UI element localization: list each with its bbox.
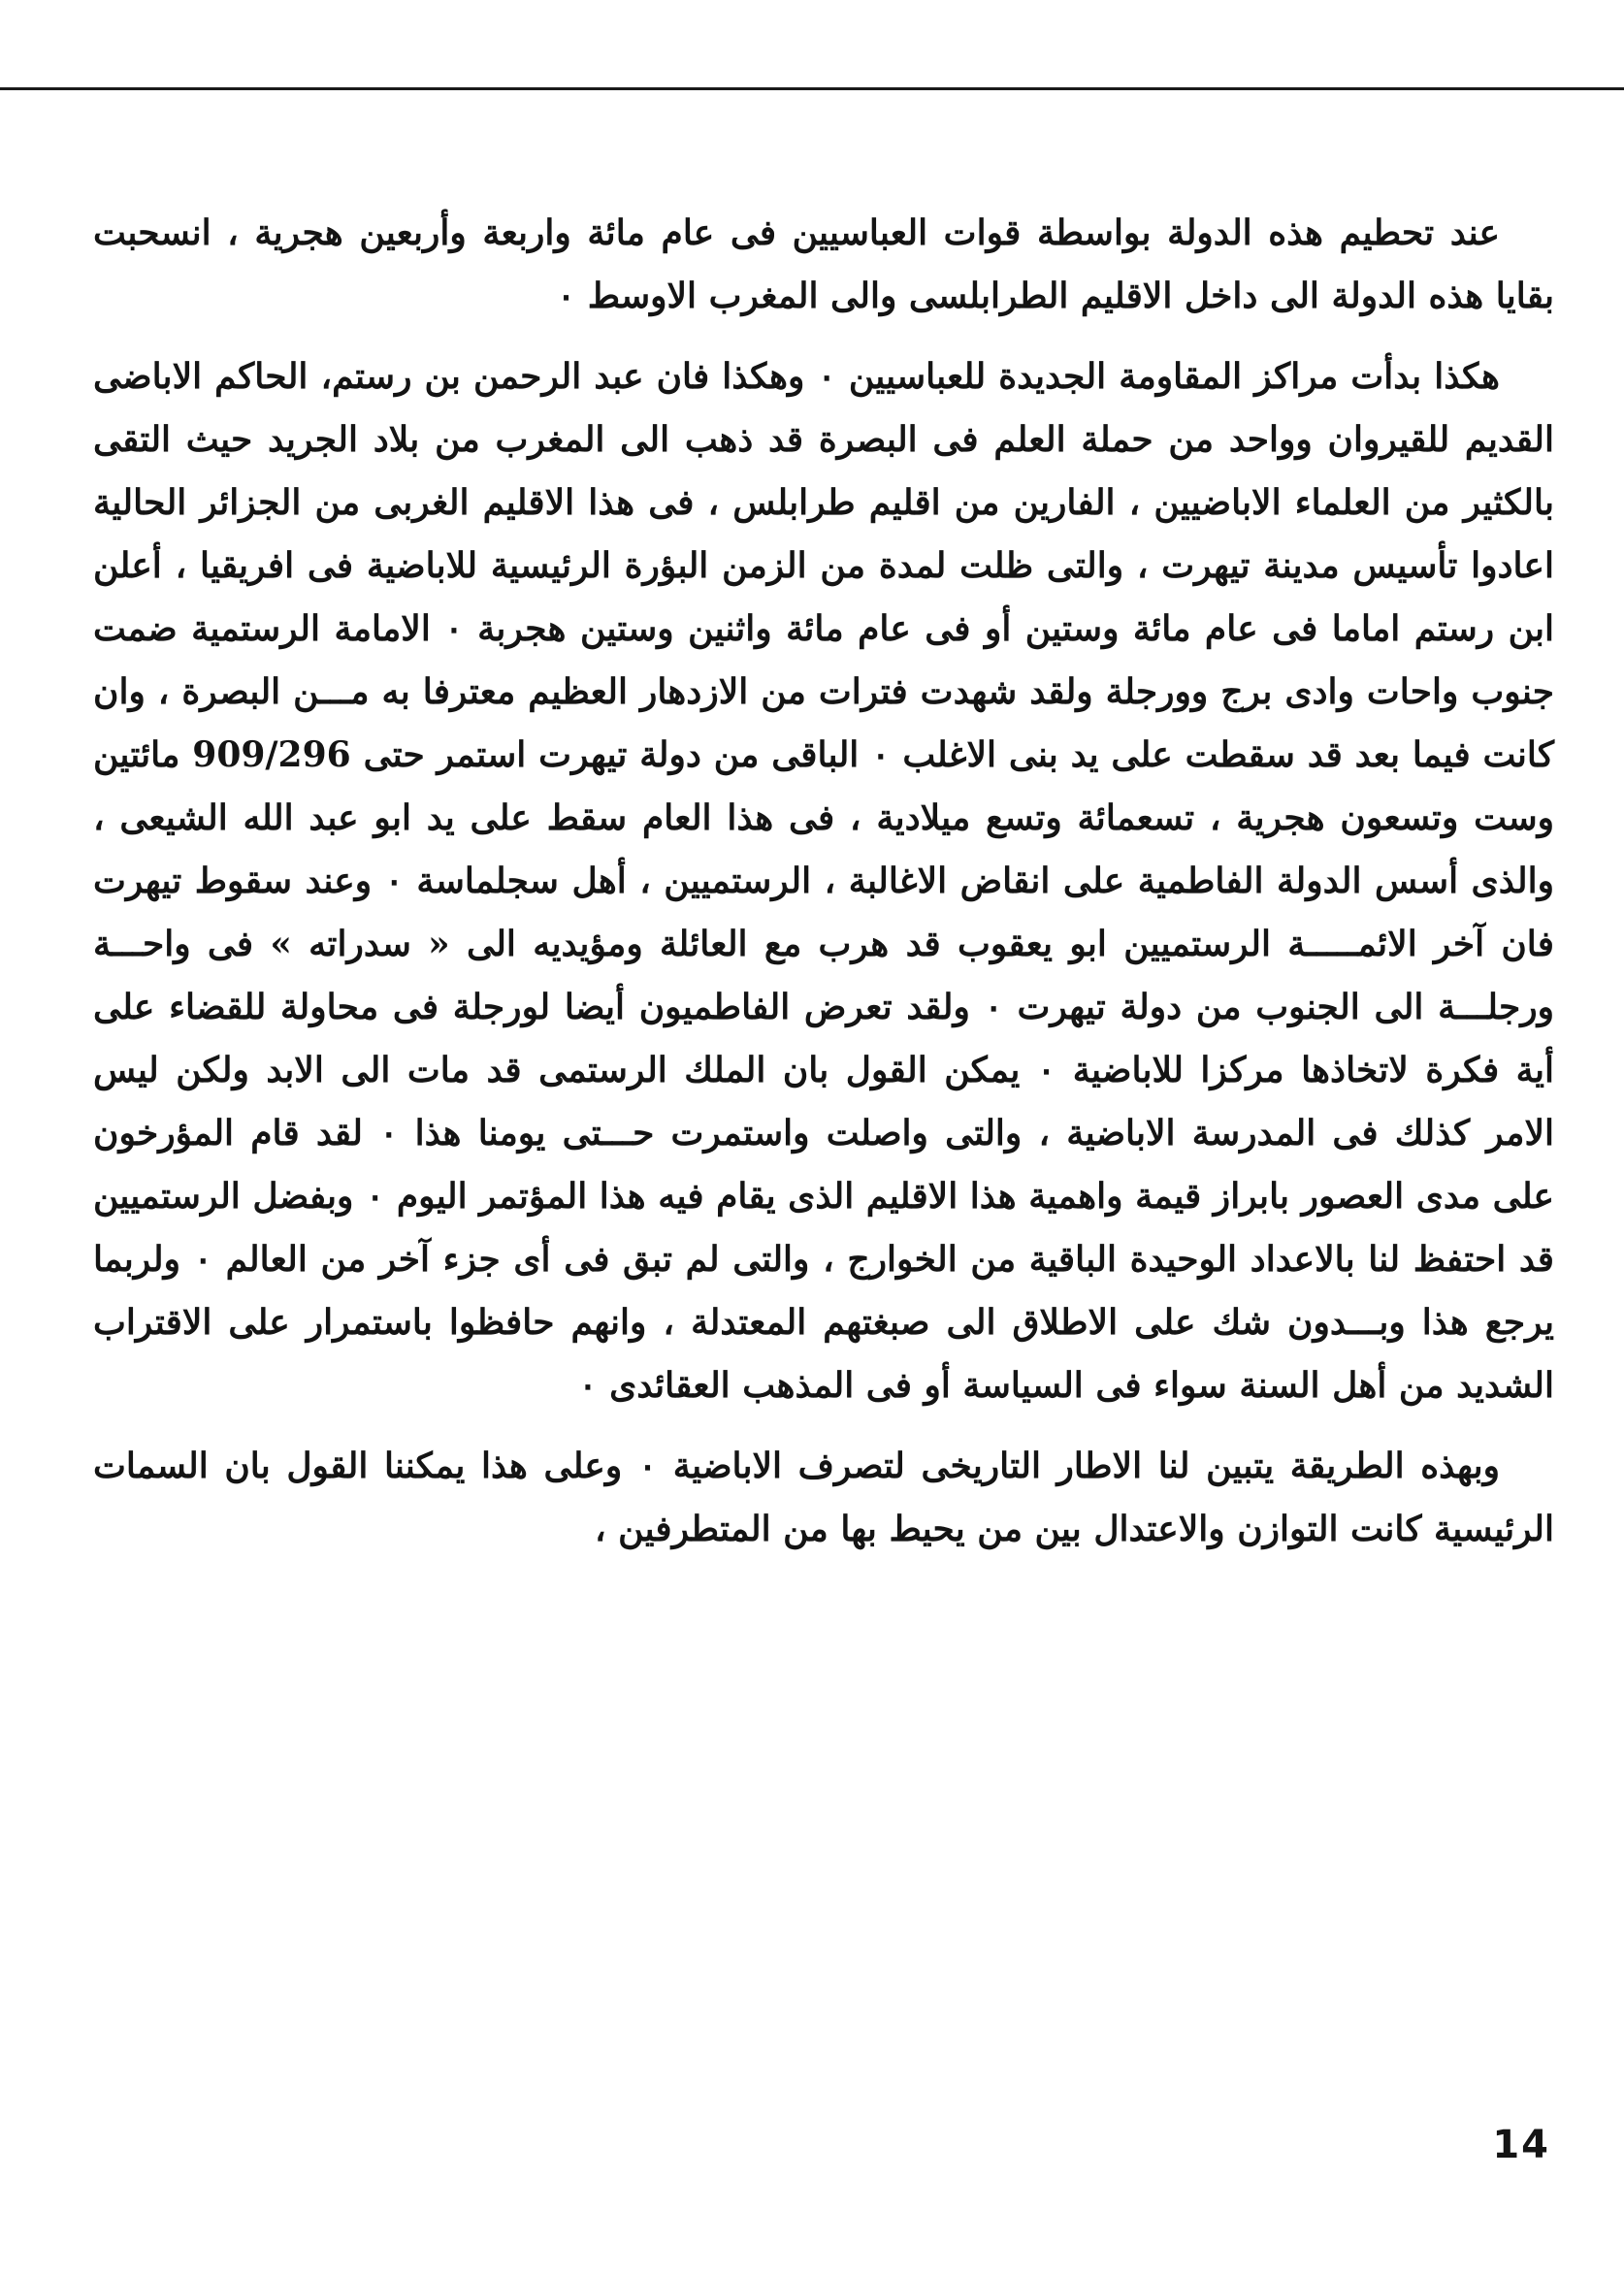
page-number: 14 (1492, 2123, 1550, 2167)
paragraph-3: وبهذه الطريقة يتبين لنا الاطار التاريخى لتصرف الاباضية ٠ وعلى هذا يمكننا القول بان السمات الرئيسية كانت التوازن والاعتدال بين من يحيط بها من المتطرفين ، (93, 1446, 1554, 1549)
top-rule (0, 87, 1624, 90)
paragraph-2: هكذا بدأت مراكز المقاومة الجديدة للعباسيين ٠ وهكذا فان عبد الرحمن بن رستم، الحاكم الاباضى القديم للقيروان وواحد من حملة العلم فى البصرة قد ذهب الى المغرب من بلاد الجريد حيث التقى بالكثير من العلماء الاباضيين ، الفارين من اقليم طرابلس ، فى هذا الاقليم الغربى من الجزائر الحالية اعادوا تأسيس مدينة تيهرت ، والتى ظلت لمدة من الزمن البؤرة الرئيسية للاباضية فى افريقيا ، أعلن ابن رستم اماما فى عام مائة وستين أو فى عام مائة واثنين وستين هجربة ٠ الامامة الرستمية ضمت جنوب واحات وادى برج وورجلة ولقد شهدت فترات من الازدهار العظيم معترفا به مـــن البصرة ، وان كانت فيما بعد قد سقطت على يد بنى الاغلب ٠ الباقى من دولة تيهرت استمر حتى 909/296 مائتين وست وتسعون هجرية ، تسعمائة وتسع ميلادية ، فى هذا العام سقط على يد ابو عبد الله الشيعى ، والذى أسس الدولة الفاطمية على انقاض الاغالبة ، الرستميين ، أهل سجلماسة ٠ وعند سقوط تيهرت فان آخر الائمـــــة الرستميين ابو يعقوب قد هرب مع العائلة ومؤيديه الى « سدراته » فى واحـــة ورجلـــة الى الجنوب من دولة تيهرت ٠ ولقد تعرض الفاطميون أيضا لورجلة فى محاولة للقضاء على أية فكرة لاتخاذها مركزا للاباضية ٠ يمكن القول بان الملك الرستمى قد مات الى الابد ولكن ليس الامر كذلك فى المدرسة الاباضية ، والتى واصلت واستمرت حـــتى يومنا هذا ٠ لقد قام المؤرخون على مدى العصور بابراز قيمة واهمية هذا الاقليم الذى يقام فيه هذا المؤتمر اليوم ٠ وبفضل الرستميين قد احتفظ لنا بالاعداد الوحيدة الباقية من الخوارج ، والتى لم تبق فى أى جزء آخر من العالم ٠ ولربما يرجع هذا وبـــدون شك على الاطلاق الى صبغتهم المعتدلة ، وانهم حافظوا باستمرار على الاقتراب الشديد من أهل السنة سواء فى السياسة أو فى المذهب العقائدى ٠ (93, 356, 1555, 1406)
page-body (93, 202, 1554, 1561)
paragraph-1: عند تحطيم هذه الدولة بواسطة قوات العباسيين فى عام مائة واربعة وأربعين هجرية ، انسحبت بقايا هذه الدولة الى داخل الاقليم الطرابلسى والى المغرب الاوسط ٠ (93, 212, 1554, 316)
